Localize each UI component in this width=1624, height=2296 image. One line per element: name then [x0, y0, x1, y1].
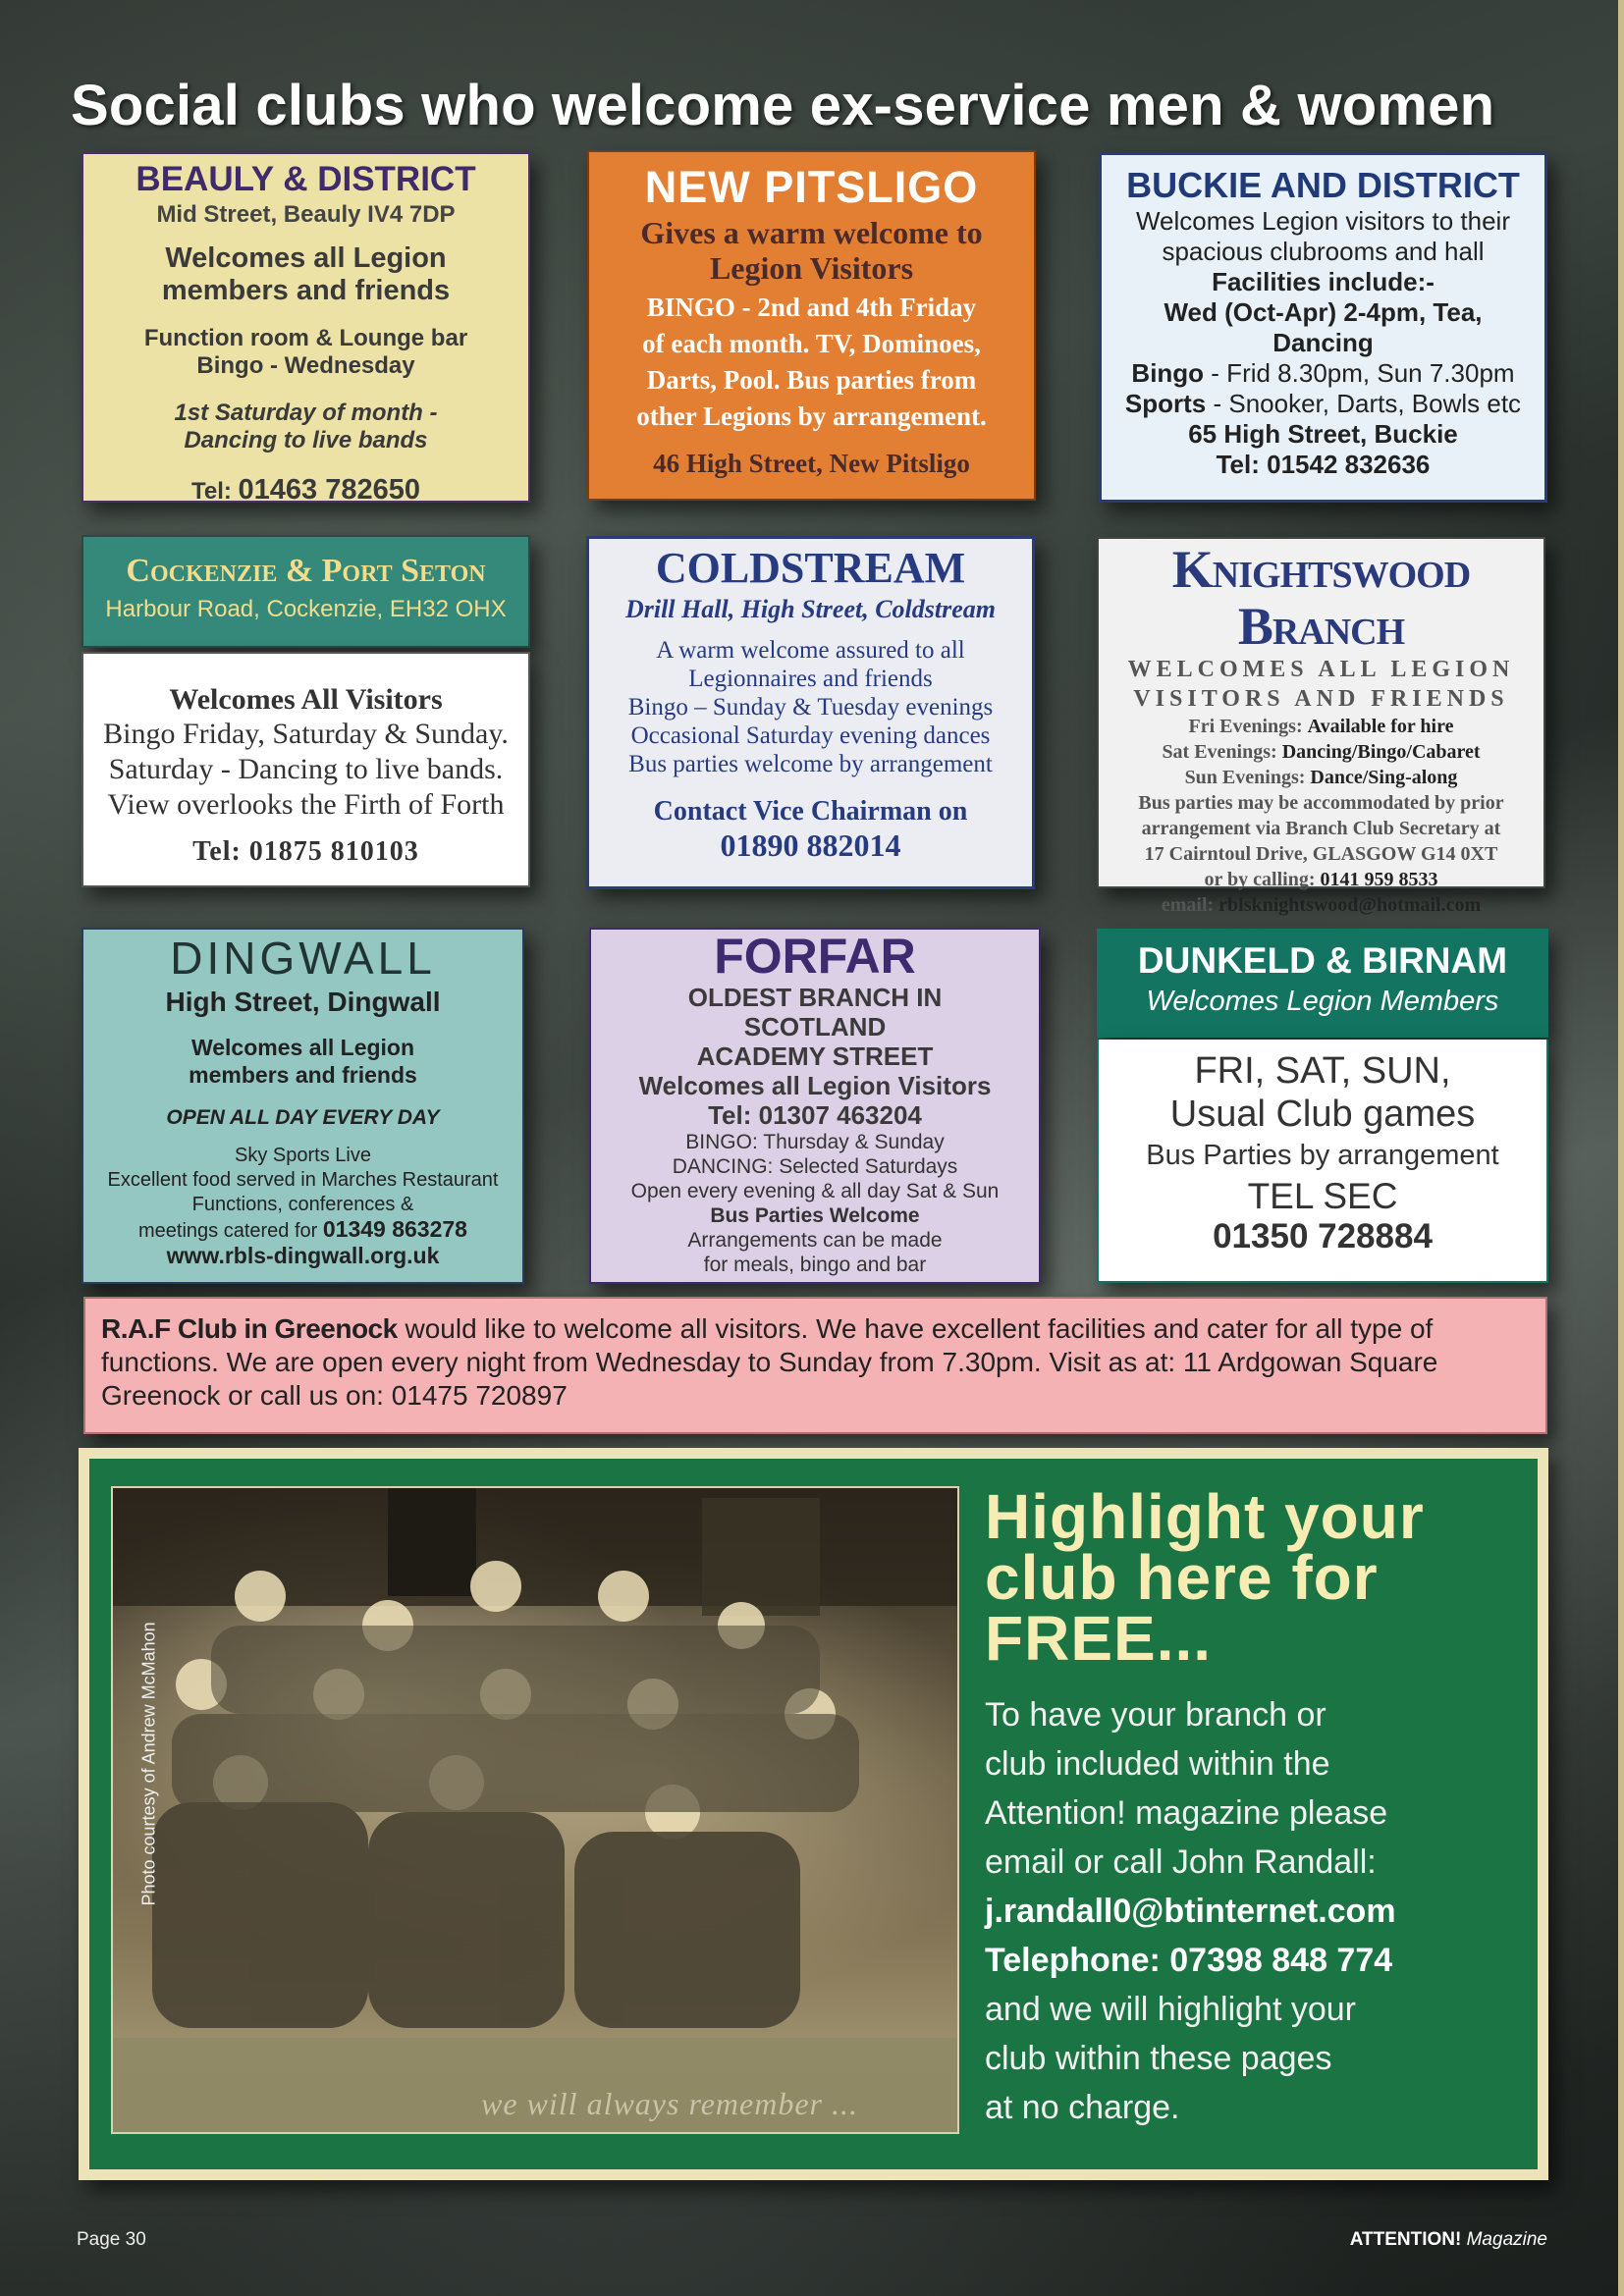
promo-email[interactable]: j.randall0@btinternet.com [985, 1893, 1396, 1930]
coldstream-line: Occasional Saturday evening dances [630, 722, 991, 749]
cockenzie-name: Cockenzie & Port Seton [126, 553, 486, 589]
knightswood-sat: Sat Evenings: Dancing/Bingo/Cabaret [1162, 741, 1481, 763]
buckie-club-ad [1099, 152, 1547, 503]
beauly-name: BEAULY & DISTRICT [135, 160, 476, 198]
pitsligo-details: BINGO - 2nd and 4th Friday of each month. TV, Dominoes, Darts, Pool. Bus parties from other Legions by arrangement. [636, 293, 987, 431]
promo-text [985, 1481, 1515, 2132]
forfar-club-ad [589, 928, 1041, 1284]
cockenzie-welcome: Welcomes All Visitors [169, 683, 443, 716]
promo-phone: Telephone: 07398 848 774 [985, 1942, 1393, 1979]
forfar-bus: Bus Parties Welcome [710, 1204, 920, 1227]
buckie-bingo: Bingo - Frid 8.30pm, Sun 7.30pm [1131, 358, 1515, 388]
beauly-facilities: Function room & Lounge bar Bingo - Wednesday [143, 325, 468, 379]
coldstream-name: COLDSTREAM [655, 544, 966, 592]
beauly-welcome: Welcomes all Legion members and friends [161, 242, 451, 306]
beauly-club-ad [81, 152, 530, 506]
knightswood-bus-line: Bus parties may be accommodated by prior [1138, 792, 1504, 814]
dingwall-address: High Street, Dingwall [165, 987, 441, 1017]
knightswood-email: email: rblsknightswood@hotmail.com [1161, 894, 1482, 916]
forfar-name: FORFAR [714, 929, 916, 984]
knightswood-call: or by calling: 0141 959 8533 [1204, 869, 1438, 890]
promo-body-line: Attention! magazine please [985, 1794, 1388, 1832]
pitsligo-name: NEW PITSLIGO [644, 162, 979, 212]
photo-credit: Photo courtesy of Andrew McMahon [138, 1622, 159, 1906]
magazine-name: ATTENTION! Magazine [1349, 2229, 1547, 2250]
promo-closing-line: club within these pages [985, 2040, 1332, 2077]
dingwall-website[interactable]: www.rbls-dingwall.org.uk [166, 1243, 440, 1268]
forfar-bold-line: OLDEST BRANCH IN [687, 983, 943, 1012]
buckie-name: BUCKIE AND DISTRICT [1126, 165, 1520, 205]
photo-caption: we will always remember ... [481, 2086, 858, 2121]
dingwall-meetings: meetings catered for 01349 863278 [138, 1216, 467, 1242]
coldstream-line: Bingo – Sunday & Tuesday evenings [627, 694, 994, 721]
cockenzie-tel: Tel: 01875 810103 [192, 836, 419, 867]
forfar-bingo: BINGO: Thursday & Sunday [685, 1131, 945, 1153]
soldiers-group-illustration [113, 1488, 957, 2132]
forfar-bold-line: Welcomes all Legion Visitors [638, 1071, 992, 1100]
promo-headline: Highlight your club here for FREE... [985, 1481, 1425, 1674]
knightswood-name: Knightswood Branch [1171, 540, 1471, 656]
page-title: Social clubs who welcome ex-service men & women [71, 74, 1495, 137]
dingwall-welcome: Welcomes all Legion members and friends [189, 1035, 417, 1088]
buckie-tel: Tel: 01542 832636 [1216, 450, 1431, 479]
coldstream-line: Legionnaires and friends [688, 666, 933, 692]
forfar-bold-line: ACADEMY STREET [696, 1041, 934, 1071]
cockenzie-line: View overlooks the Firth of Forth [107, 788, 505, 821]
promo-body-line: club included within the [985, 1745, 1330, 1783]
pitsligo-address: 46 High Street, New Pitsligo [653, 449, 970, 478]
knightswood-fri: Fri Evenings: Available for hire [1188, 716, 1454, 737]
beauly-dancing: 1st Saturday of month - Dancing to live bands [174, 400, 438, 454]
cockenzie-address: Harbour Road, Cockenzie, EH32 OHX [105, 596, 507, 622]
dunkeld-welcome: Welcomes Legion Members [1146, 986, 1499, 1017]
new-pitsligo-club-ad [587, 150, 1036, 501]
dunkeld-days: FRI, SAT, SUN, [1194, 1050, 1451, 1092]
coldstream-contact: Contact Vice Chairman on [653, 796, 968, 827]
dunkeld-tel: 01350 728884 [1213, 1217, 1433, 1255]
pitsligo-welcome: Gives a warm welcome to Legion Visitors [640, 215, 983, 286]
dunkeld-header [1097, 929, 1548, 1038]
dingwall-line: Sky Sports Live [235, 1145, 371, 1166]
dunkeld-body [1097, 1040, 1548, 1283]
veterans-photo [111, 1486, 959, 2134]
dunkeld-tel-label: TEL SEC [1247, 1176, 1398, 1216]
coldstream-phone: 01890 882014 [720, 828, 901, 863]
cockenzie-line: Bingo Friday, Saturday & Sunday. [103, 718, 509, 750]
cockenzie-header [81, 535, 530, 648]
dingwall-club-ad [81, 928, 524, 1284]
cockenzie-line: Saturday - Dancing to live bands. [108, 753, 504, 785]
raf-club-notice [83, 1297, 1547, 1434]
buckie-welcome: Welcomes Legion visitors to their spacious clubrooms and hall [1135, 206, 1510, 266]
knightswood-bus-line: 17 Cairntoul Drive, GLASGOW G14 0XT [1144, 843, 1498, 865]
forfar-open: Open every evening & all day Sat & Sun [630, 1180, 1000, 1202]
forfar-bold-line: Tel: 01307 463204 [708, 1100, 922, 1130]
buckie-wednesday: Wed (Oct-Apr) 2-4pm, Tea, Dancing [1164, 297, 1483, 357]
buckie-facilities-label: Facilities include:- [1212, 267, 1435, 296]
beauly-address: Mid Street, Beauly IV4 7DP [156, 201, 456, 228]
raf-text: would like to welcome all visitors. We have excellent facilities and cater for all type of functions. We are open every night from Wednesday to Sunday from 7.30pm. Visit as at: 11 Ardgowan Square Greenock or call us on: 01475 720897 [101, 1313, 1438, 1411]
page-number: Page 30 [77, 2229, 146, 2250]
buckie-address: 65 High Street, Buckie [1188, 419, 1458, 449]
free-listing-promo [79, 1448, 1548, 2180]
coldstream-line: A warm welcome assured to all [656, 637, 965, 664]
dunkeld-games: Usual Club games [1169, 1094, 1476, 1135]
dingwall-line: Functions, conferences & [191, 1194, 414, 1215]
forfar-arrangements: for meals, bingo and bar [703, 1254, 927, 1276]
dingwall-open: OPEN ALL DAY EVERY DAY [166, 1106, 440, 1129]
buckie-sports: Sports - Snooker, Darts, Bowls etc [1124, 389, 1522, 418]
forfar-arrangements: Arrangements can be made [687, 1229, 943, 1252]
beauly-tel: Tel: 01463 782650 [190, 474, 421, 506]
knightswood-welcome: WELCOMES ALL LEGION VISITORS AND FRIENDS [1127, 657, 1515, 712]
promo-closing-line: at no charge. [985, 2089, 1180, 2126]
dingwall-line: Excellent food served in Marches Restaurant [107, 1169, 499, 1191]
cockenzie-body [81, 652, 530, 887]
forfar-bold-line: SCOTLAND [743, 1012, 887, 1041]
dunkeld-bus: Bus Parties by arrangement [1146, 1140, 1499, 1171]
coldstream-club-ad [586, 536, 1035, 889]
dunkeld-name: DUNKELD & BIRNAM [1137, 940, 1508, 981]
knightswood-bus-line: arrangement via Branch Club Secretary at [1141, 818, 1501, 839]
forfar-dancing: DANCING: Selected Saturdays [672, 1155, 958, 1178]
raf-name: R.A.F Club in Greenock [101, 1313, 398, 1344]
coldstream-line: Bus parties welcome by arrangement [628, 751, 993, 777]
coldstream-address: Drill Hall, High Street, Coldstream [624, 595, 997, 623]
knightswood-club-ad [1097, 537, 1545, 916]
knightswood-sun: Sun Evenings: Dance/Sing-along [1184, 767, 1458, 788]
page-edge-strip [1618, 0, 1624, 2296]
promo-body-line: To have your branch or [985, 1696, 1326, 1734]
promo-closing-line: and we will highlight your [985, 1991, 1356, 2028]
dingwall-name: DINGWALL [170, 933, 436, 984]
promo-body-line: email or call John Randall: [985, 1843, 1377, 1881]
